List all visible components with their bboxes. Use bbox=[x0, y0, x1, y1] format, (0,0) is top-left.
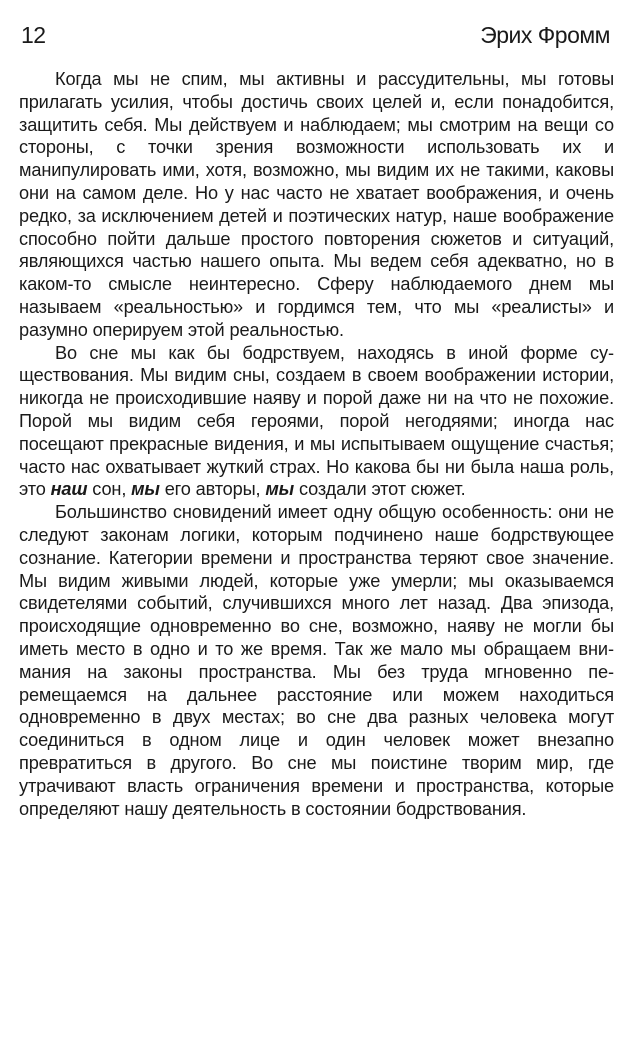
paragraph-text: создали этот сюжет. bbox=[294, 479, 466, 500]
body-text bbox=[19, 68, 614, 820]
running-title: Эрих Фромм bbox=[480, 22, 610, 48]
emphasis-nash: наш bbox=[50, 479, 88, 500]
emphasis-my: мы bbox=[131, 479, 160, 500]
paragraph-2 bbox=[19, 342, 614, 502]
paragraph-3 bbox=[19, 501, 614, 820]
paragraph-text: сон, bbox=[87, 479, 132, 500]
paragraph-text: Когда мы не спим, мы активны и рассудительны, мы готовы прилагать усилия, чтобы достичь своих целей и, если понадобится, защитить себя. Мы действуем и наблюдаем; мы смотрим на вещи со стороны, с точки зрения возможности использовать их и манипулировать ими, хотя, возможно, мы видим их не такими, каковы они на самом деле. Но у нас часто не хватает воображения, и очень редко, за исключением детей и поэтических натур, наше воображение способно пойти дальше простого повторения сюжетов и ситуаций, являющихся частью нашего опыта. Мы ведем себя адекватно, но в каком-то смысле неинтересно. Сферу наблюдаемого днем мы называем «реальностью» и гордимся тем, что мы «реалисты» и разумно оперируем этой реальностью. bbox=[19, 69, 614, 340]
paragraph-text: Во сне мы как бы бодрствуем, находясь в иной форме существования. Мы видим сны, создаем в своем воображении истории, никогда не происходившие наяву и порой даже ни на что не похожие. Порой мы видим себя героями, порой негодяями; иногда нас посещают прекрасные видения, и мы испытываем ощущение счастья; часто нас охватывает жуткий страх. Но какова бы ни была наша роль, это bbox=[19, 342, 614, 500]
paragraph-text: Большинство сновидений имеет одну общую особенность: они не следуют законам логики, которым подчинено наше бодрствующее сознание. Категории времени и пространства теряют свое значение. Мы видим живыми людей, которые уже умерли; мы оказываемся свидетелями событий, случившихся много лет назад. Два эпизода, происходящие одновременно во сне, возможно, наяву не могли бы иметь место в одно и то же время. Так же мало мы обращаем внимания на законы пространства. Мы без труда мгновенно перемещаемся на дальнее расстояние или можем находиться одновременно в двух местах; во сне два разных человека могут соединиться в одном лице и один человек может внезапно превратиться в другого. Во сне мы поистине творим мир, где утрачивают власть ограничения времени и пространства, которые определяют нашу деятельность в состоянии бодрствования. bbox=[19, 502, 614, 819]
emphasis-my: мы bbox=[265, 479, 295, 500]
page-number: 12 bbox=[21, 22, 46, 48]
paragraph-1 bbox=[19, 68, 614, 342]
paragraph-text: его авторы, bbox=[159, 479, 266, 500]
page-header bbox=[19, 20, 614, 50]
